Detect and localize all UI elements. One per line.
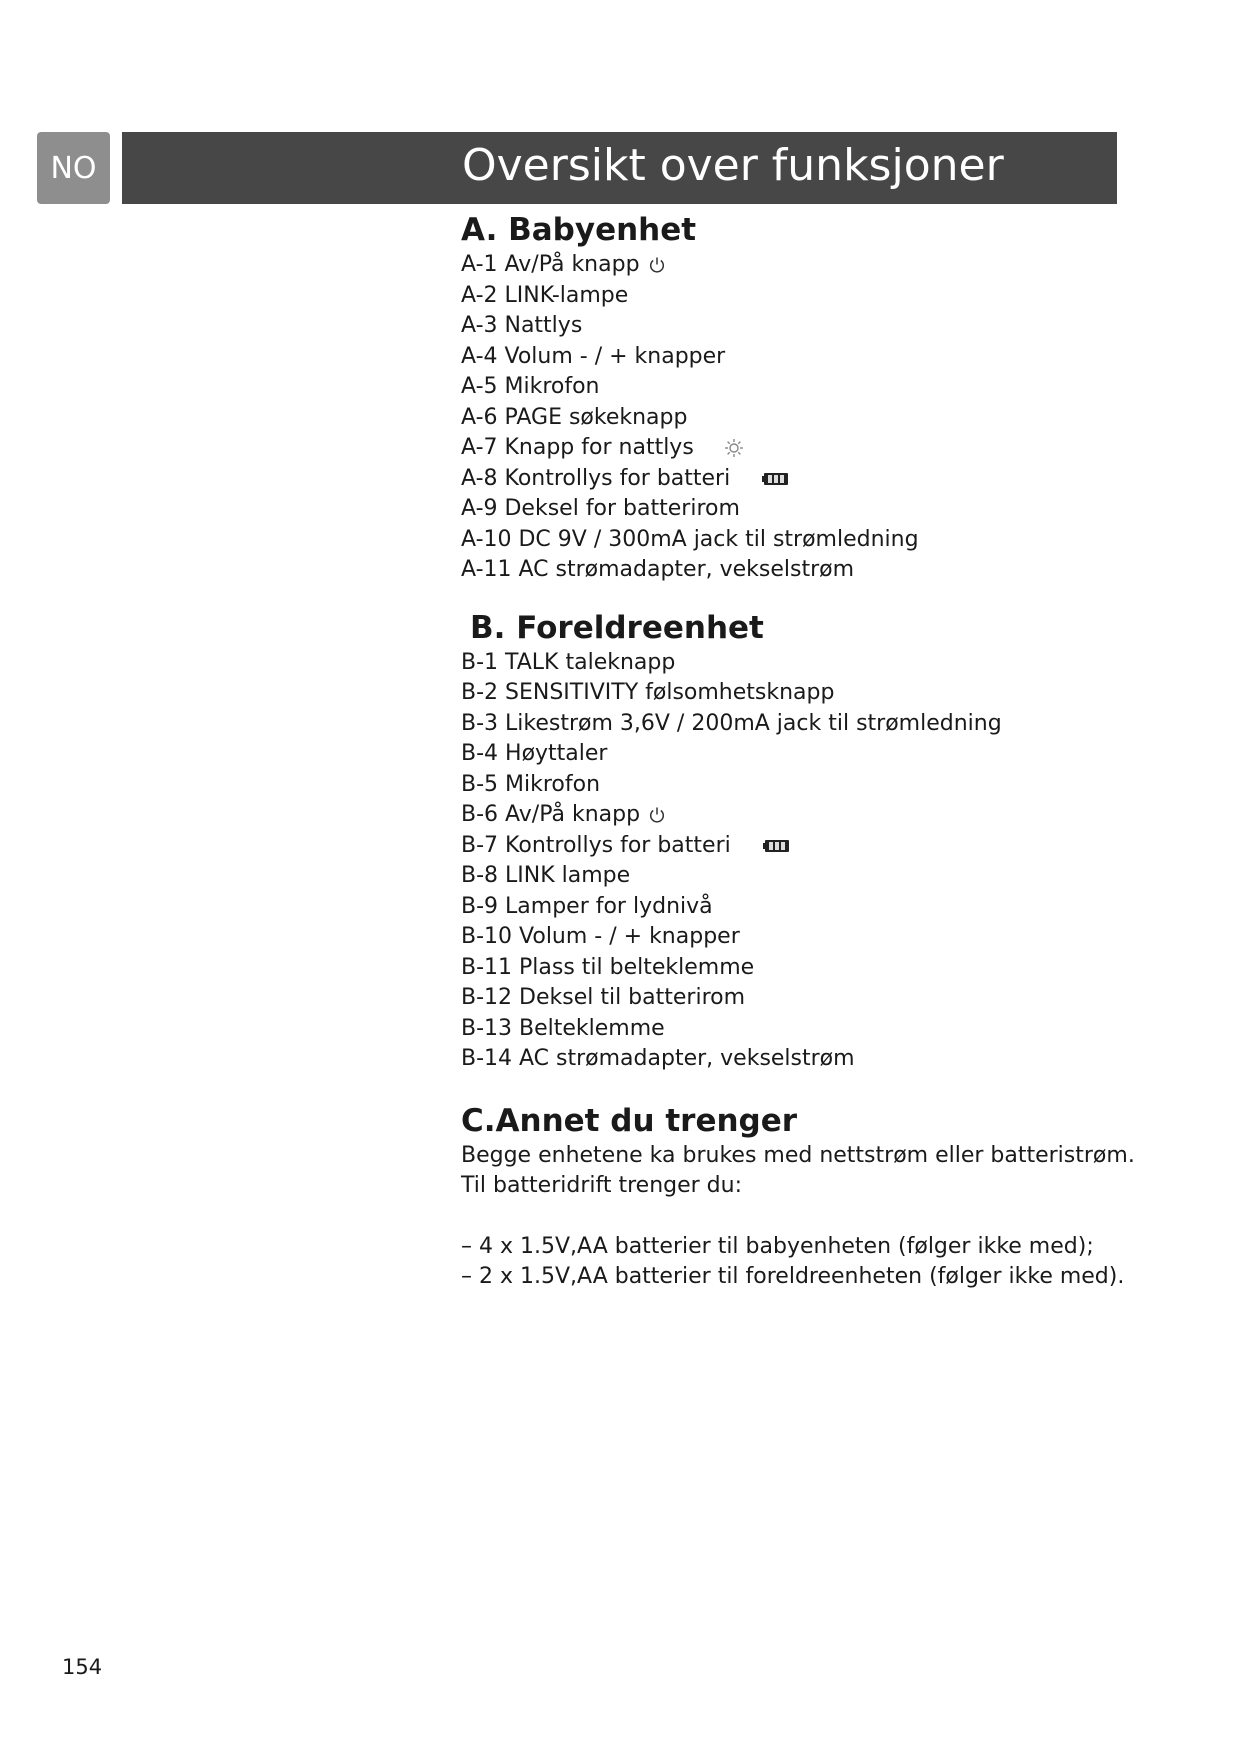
item-label: B-2 SENSITIVITY følsomhetsknapp [461,680,835,705]
list-item [461,342,1161,373]
item-label: A-1 Av/På knapp [461,252,640,277]
page-number: 154 [62,1655,103,1679]
list-item [461,800,1161,831]
list-item [461,709,1161,740]
item-label: A-10 DC 9V / 300mA jack til strømledning [461,526,919,552]
list-item [461,403,1161,434]
list-item [461,648,1161,679]
item-label: B-7 Kontrollys for batteri [461,832,731,858]
content [461,210,1161,1293]
list-item [461,892,1161,923]
list-item [461,525,1161,556]
item-label: B-12 Deksel til batterirom [461,985,746,1010]
power-icon [648,806,666,824]
item-label: B-14 AC strømadapter, vekselstrøm [461,1046,855,1071]
night-light-icon [724,438,744,458]
section-foreldreenhet [461,608,1161,1075]
item-label: A-11 AC strømadapter, vekselstrøm [461,557,855,582]
list-item [461,770,1161,801]
battery-icon [763,839,791,853]
section-babyenhet [461,210,1161,586]
item-label: B-8 LINK lampe [461,863,631,888]
item-label: B-9 Lamper for lydnivå [461,893,713,919]
section-heading-c: C.Annet du trenger [461,1102,798,1139]
spacer [461,1202,1161,1232]
section-heading-a: A. Babyenhet [461,212,697,248]
item-label: A-2 LINK-lampe [461,282,629,308]
list-item [461,281,1161,312]
item-list-b [461,648,1161,1075]
item-label: A-8 Kontrollys for batteri [461,465,731,491]
section-heading-b: B. Foreldreenhet [470,609,764,646]
item-label: B-3 Likestrøm 3,6V / 200mA jack til strømledning [461,710,1002,736]
item-label: B-4 Høyttaler [461,741,608,766]
bullet-line: – 4 x 1.5V,AA batterier til babyenheten (følger ikke med); [461,1233,1094,1259]
item-label: A-3 Nattlys [461,313,583,338]
item-label: B-5 Mikrofon [461,771,601,797]
paragraph-line: Begge enhetene ka brukes med nettstrøm eller batteristrøm. [461,1142,1135,1168]
list-item [461,953,1161,984]
list-item [461,555,1161,586]
item-label: B-11 Plass til belteklemme [461,954,755,980]
item-label: A-6 PAGE søkeknapp [461,404,688,430]
power-icon [648,256,666,274]
item-label: B-10 Volum - / + knapper [461,924,740,949]
list-item [461,311,1161,342]
list-item [461,922,1161,953]
item-label: A-5 Mikrofon [461,374,600,399]
battery-icon [762,472,790,486]
list-item [461,494,1161,525]
list-item [461,1044,1161,1075]
list-item [461,983,1161,1014]
list-item [461,678,1161,709]
paragraph-line: Til batteridrift trenger du: [461,1173,742,1198]
list-item [461,739,1161,770]
list-item [461,464,1161,495]
bullet-line: – 2 x 1.5V,AA batterier til foreldreenheten (følger ikke med). [461,1264,1125,1289]
item-label: B-13 Belteklemme [461,1015,665,1041]
list-item [461,1014,1161,1045]
item-label: A-9 Deksel for batterirom [461,496,740,521]
list-item [461,433,1161,464]
list-item [461,861,1161,892]
list-item [461,250,1161,281]
section-annet [461,1101,1161,1293]
page-title: Oversikt over funksjoner [462,140,1004,191]
item-label: A-4 Volum - / + knapper [461,343,726,369]
list-item [461,831,1161,862]
header-bar [122,132,1117,204]
item-label: B-6 Av/På knapp [461,802,641,827]
list-item [461,372,1161,403]
item-list-a [461,250,1161,586]
item-label: B-1 TALK taleknapp [461,649,676,675]
item-label: A-7 Knapp for nattlys [461,435,694,460]
language-tab: NO [37,132,110,204]
